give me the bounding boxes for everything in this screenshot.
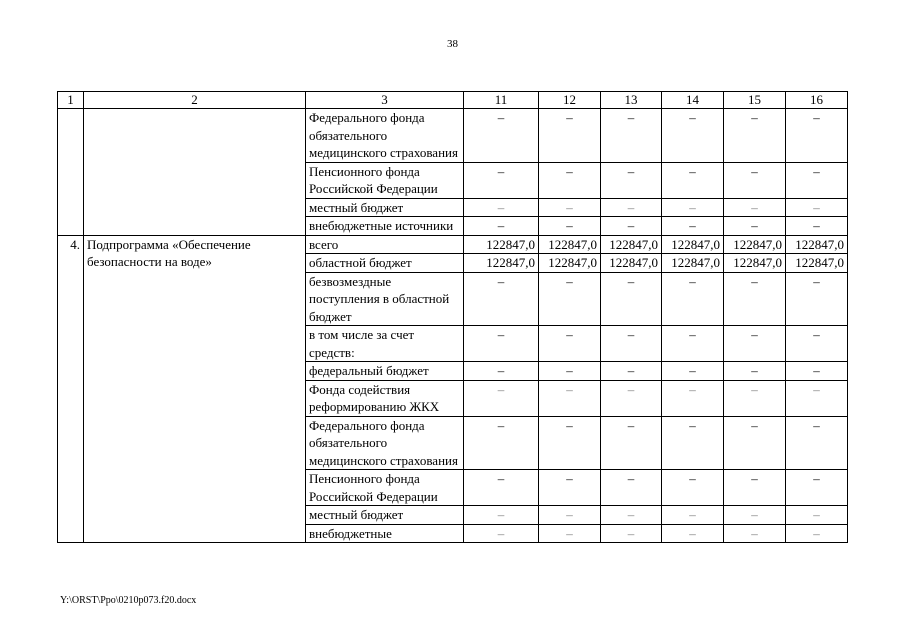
value-cell: – — [662, 326, 724, 362]
value-cell: – — [662, 506, 724, 525]
column-header: 2 — [84, 92, 306, 109]
value-cell: – — [724, 470, 786, 506]
value-cell: – — [786, 326, 848, 362]
funding-source: внебюджетные источники — [306, 217, 464, 236]
value-cell: – — [601, 272, 662, 326]
value-cell: – — [724, 109, 786, 163]
value-cell: 122847,0 — [724, 235, 786, 254]
row-number — [58, 109, 84, 236]
value-cell: – — [539, 326, 601, 362]
value-cell: – — [539, 162, 601, 198]
value-cell: – — [464, 272, 539, 326]
value-cell: 122847,0 — [539, 235, 601, 254]
value-cell: – — [662, 162, 724, 198]
column-header: 3 — [306, 92, 464, 109]
value-cell: – — [601, 109, 662, 163]
value-cell: 122847,0 — [662, 235, 724, 254]
value-cell: – — [786, 380, 848, 416]
funding-source: Федерального фонда обязательного медицинского страхования — [306, 109, 464, 163]
value-cell: – — [464, 380, 539, 416]
value-cell: – — [724, 362, 786, 381]
funding-source: местный бюджет — [306, 506, 464, 525]
value-cell: – — [724, 326, 786, 362]
funding-source: Пенсионного фонда Российской Федерации — [306, 162, 464, 198]
value-cell: – — [464, 326, 539, 362]
funding-source: внебюджетные — [306, 524, 464, 543]
value-cell: – — [539, 198, 601, 217]
table-body — [58, 109, 848, 543]
value-cell: – — [786, 524, 848, 543]
column-header: 16 — [786, 92, 848, 109]
funding-source: Федерального фонда обязательного медицинского страхования — [306, 416, 464, 470]
value-cell: – — [662, 272, 724, 326]
value-cell: – — [662, 217, 724, 236]
value-cell: – — [786, 217, 848, 236]
column-header: 13 — [601, 92, 662, 109]
value-cell: 122847,0 — [786, 254, 848, 273]
funding-source: всего — [306, 235, 464, 254]
value-cell: 122847,0 — [464, 254, 539, 273]
table-header-row — [58, 92, 848, 109]
funding-source: федеральный бюджет — [306, 362, 464, 381]
value-cell: 122847,0 — [601, 235, 662, 254]
value-cell: – — [464, 109, 539, 163]
value-cell: – — [539, 272, 601, 326]
value-cell: 122847,0 — [662, 254, 724, 273]
value-cell: – — [724, 272, 786, 326]
value-cell: – — [539, 380, 601, 416]
value-cell: 122847,0 — [601, 254, 662, 273]
value-cell: – — [539, 470, 601, 506]
value-cell: – — [539, 506, 601, 525]
value-cell: – — [539, 524, 601, 543]
footer-file-path: Y:\ORST\Ppo\0210p073.f20.docx — [60, 595, 197, 606]
value-cell: 122847,0 — [786, 235, 848, 254]
value-cell: – — [601, 362, 662, 381]
value-cell: – — [464, 217, 539, 236]
value-cell: – — [539, 217, 601, 236]
value-cell: – — [601, 470, 662, 506]
value-cell: – — [724, 198, 786, 217]
value-cell: – — [786, 416, 848, 470]
value-cell: – — [662, 198, 724, 217]
program-name: Подпрограмма «Обеспечение безопасности на воде» — [84, 235, 306, 543]
value-cell: 122847,0 — [464, 235, 539, 254]
budget-table — [57, 91, 848, 543]
table-row — [58, 235, 848, 254]
column-header: 15 — [724, 92, 786, 109]
value-cell: – — [662, 380, 724, 416]
value-cell: – — [601, 380, 662, 416]
value-cell: – — [539, 362, 601, 381]
column-header: 14 — [662, 92, 724, 109]
funding-source: Пенсионного фонда Российской Федерации — [306, 470, 464, 506]
value-cell: – — [724, 162, 786, 198]
value-cell: – — [464, 198, 539, 217]
value-cell: 122847,0 — [539, 254, 601, 273]
value-cell: – — [464, 162, 539, 198]
value-cell: – — [786, 162, 848, 198]
value-cell: – — [601, 506, 662, 525]
value-cell: – — [601, 198, 662, 217]
value-cell: – — [601, 162, 662, 198]
value-cell: – — [464, 524, 539, 543]
column-header: 11 — [464, 92, 539, 109]
value-cell: – — [786, 362, 848, 381]
page-number: 38 — [447, 38, 458, 50]
funding-source: областной бюджет — [306, 254, 464, 273]
table-row — [58, 109, 848, 163]
value-cell: – — [786, 470, 848, 506]
value-cell: – — [724, 506, 786, 525]
value-cell: – — [724, 380, 786, 416]
value-cell: – — [786, 109, 848, 163]
value-cell: – — [601, 524, 662, 543]
column-header: 12 — [539, 92, 601, 109]
value-cell: – — [464, 362, 539, 381]
value-cell: – — [662, 470, 724, 506]
value-cell: – — [662, 416, 724, 470]
funding-source: в том числе за счет средств: — [306, 326, 464, 362]
value-cell: – — [601, 217, 662, 236]
value-cell: – — [464, 416, 539, 470]
value-cell: – — [539, 109, 601, 163]
column-header: 1 — [58, 92, 84, 109]
program-name — [84, 109, 306, 236]
value-cell: – — [786, 272, 848, 326]
funding-source: местный бюджет — [306, 198, 464, 217]
funding-source: безвозмездные поступления в областной бюджет — [306, 272, 464, 326]
value-cell: – — [724, 416, 786, 470]
value-cell: – — [464, 470, 539, 506]
value-cell: – — [786, 198, 848, 217]
value-cell: – — [662, 524, 724, 543]
value-cell: – — [464, 506, 539, 525]
value-cell: – — [662, 362, 724, 381]
value-cell: 122847,0 — [724, 254, 786, 273]
funding-source: Фонда содействия реформированию ЖКХ — [306, 380, 464, 416]
value-cell: – — [724, 524, 786, 543]
value-cell: – — [724, 217, 786, 236]
value-cell: – — [601, 416, 662, 470]
row-number: 4. — [58, 235, 84, 543]
value-cell: – — [662, 109, 724, 163]
value-cell: – — [539, 416, 601, 470]
value-cell: – — [786, 506, 848, 525]
value-cell: – — [601, 326, 662, 362]
